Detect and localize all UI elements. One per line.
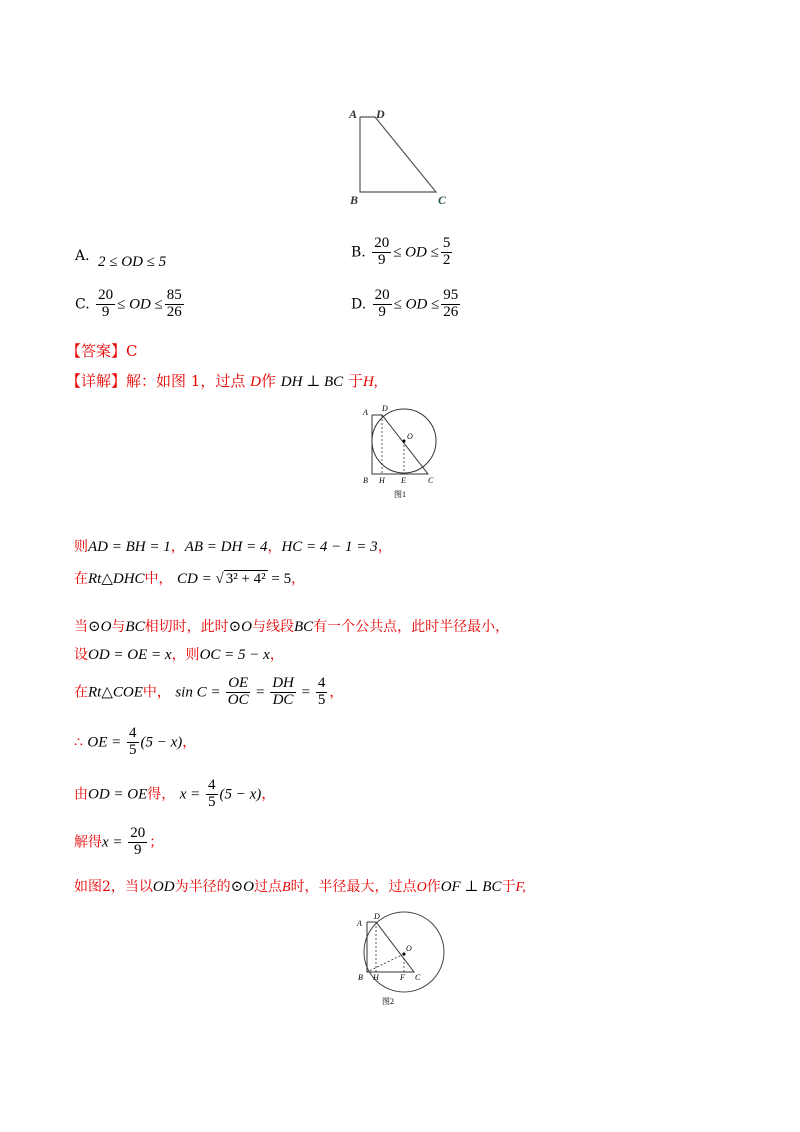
s6-lhs: OE = — [87, 734, 125, 751]
detail-expr: DH ⊥ BC — [280, 374, 344, 390]
step-5 — [74, 676, 343, 709]
option-b-hi-num: 5 — [442, 235, 451, 251]
s7-num: 4 — [208, 777, 216, 793]
fig2-ob-dashed — [367, 954, 404, 972]
option-d-hi-num: 95 — [443, 287, 459, 303]
s5-lhs: sin C = — [175, 684, 225, 701]
s5-f3-num: 4 — [317, 675, 326, 691]
s3-t2: 与 — [111, 619, 126, 635]
option-c-hi-num: 85 — [166, 287, 182, 303]
option-b-lo-num: 20 — [374, 235, 390, 251]
fig1-label-d: D — [382, 404, 388, 413]
step-3 — [74, 616, 509, 636]
fig2-label-o: O — [406, 944, 412, 953]
step-2: 在Rt△DHC中， CD = √ 3² + 4² = 5， — [74, 571, 306, 587]
option-c-lo-den: 9 — [101, 303, 110, 320]
s7-den: 5 — [208, 793, 216, 810]
fig1-label-a: A — [363, 408, 368, 417]
s8-lhs: x = — [102, 834, 127, 851]
s4-e1: OD = OE = x — [88, 647, 172, 663]
s9-c: ⊙O — [230, 879, 254, 895]
s5-end: ， — [329, 684, 344, 701]
s9-t4: 时，半径最大，过点 — [290, 879, 417, 895]
s3-bc1: BC — [125, 619, 145, 635]
s9-o: O — [416, 880, 427, 895]
option-a-letter: A. — [75, 248, 90, 264]
s8-end: ； — [149, 834, 164, 851]
figure-2 — [348, 908, 452, 1012]
fig1-label-b: B — [363, 476, 368, 485]
s6-den: 5 — [129, 741, 137, 758]
trapezoid-abcd — [360, 117, 436, 192]
s4-t1: 设 — [74, 647, 88, 663]
fig2-label-d: D — [374, 912, 380, 921]
option-c-lo-num: 20 — [98, 287, 114, 303]
s9-t2: 为半径的 — [174, 879, 231, 895]
s2-lhs: CD = — [177, 571, 216, 587]
option-b-lo-den: 9 — [377, 251, 386, 268]
step-1 — [74, 536, 392, 556]
option-c-mid: ≤ OD ≤ — [117, 296, 163, 313]
s3-t4: 与线段 — [251, 619, 294, 635]
s4-end: ， — [269, 647, 284, 663]
fig2-label-a: A — [357, 919, 362, 928]
answer-label: 【答案】 — [66, 342, 127, 360]
s9-t3: 过点 — [254, 879, 282, 895]
s2-rhs: = 5 — [267, 571, 292, 587]
fig1-label-o: O — [407, 432, 413, 441]
s3-t1: 当 — [74, 619, 88, 635]
s5-eq2: = — [297, 684, 314, 701]
detail-line — [66, 370, 378, 391]
fig2-label-c: C — [415, 973, 421, 982]
s3-c1: ⊙O — [88, 619, 112, 635]
step-8 — [74, 826, 163, 859]
s5-f1-den: OC — [227, 691, 249, 708]
s5-f2-num: DH — [272, 675, 294, 691]
s6-rhs: (5 − x) — [140, 734, 183, 751]
s6-end: ， — [182, 734, 197, 751]
s1-end: ， — [377, 539, 392, 555]
option-d — [351, 288, 462, 321]
s5-mid: 中， — [142, 684, 171, 701]
s9-expr: OF ⊥ BC — [440, 879, 502, 895]
s5-f2-den: DC — [272, 691, 294, 708]
fig1-trapezoid — [372, 415, 428, 474]
s1-sep2: ， — [267, 539, 282, 555]
fig1-label-e: E — [401, 476, 406, 485]
label-b: B — [350, 193, 359, 207]
detail-intro: 解：如图 1，过点 — [126, 372, 246, 390]
s7-end: ， — [261, 786, 276, 803]
detail-at: 于 — [347, 372, 363, 390]
s5-f3-den: 5 — [317, 691, 326, 708]
s7-mid: 得， — [147, 786, 176, 803]
s3-bc2: BC — [293, 619, 314, 635]
s5-f1-num: OE — [228, 675, 249, 691]
s2-end: ， — [291, 571, 306, 587]
fig2-label-b: B — [358, 973, 363, 982]
detail-h: H, — [363, 374, 378, 390]
s2-radicand: 3² + 4² — [225, 571, 266, 587]
s3-t3: 相切时，此时 — [144, 619, 229, 635]
s7-e1: OD = OE — [88, 786, 148, 803]
s4-e2: OC = 5 − x — [199, 647, 270, 663]
s1-sep1: ， — [170, 539, 185, 555]
detail-label: 【详解】 — [66, 372, 127, 390]
s5-eq1: = — [252, 684, 269, 701]
figure-1 — [355, 400, 455, 500]
s9-t1: 如图2，当以 — [74, 879, 153, 895]
s7-pre: 由 — [74, 786, 88, 803]
s9-b: B — [282, 880, 291, 895]
step-4 — [74, 644, 284, 664]
fig1-center-o — [403, 440, 406, 443]
option-d-letter: D. — [351, 296, 367, 313]
step-6 — [74, 726, 196, 759]
s2-tri: Rt△DHC — [88, 571, 145, 587]
s5-pre: 在 — [74, 684, 88, 701]
fig2-label-f: F — [400, 973, 405, 982]
s6-num: 4 — [129, 725, 137, 741]
option-b-mid: ≤ OD ≤ — [393, 244, 439, 261]
s7-lhs: x = — [179, 786, 205, 803]
option-a — [75, 248, 90, 264]
label-c: C — [438, 193, 447, 207]
s9-t6: 于 — [501, 879, 516, 895]
s9-t5: 作 — [426, 879, 441, 895]
main-figure — [340, 100, 460, 210]
label-a: A — [349, 107, 358, 121]
s6-therefore: ∴ — [74, 734, 83, 751]
option-d-mid: ≤ OD ≤ — [393, 296, 440, 313]
s3-c2: ⊙O — [228, 619, 252, 635]
s8-pre: 解得 — [74, 834, 102, 851]
option-b-hi-den: 2 — [442, 251, 451, 268]
detail-make: 作 — [260, 372, 276, 390]
option-c-letter: C. — [75, 296, 90, 313]
step-9 — [74, 876, 526, 896]
fig2-caption: 图2 — [382, 997, 394, 1006]
s1-e3: HC = 4 − 1 = 3 — [281, 539, 378, 555]
s1-e2: AB = DH = 4 — [184, 539, 268, 555]
s9-od: OD — [152, 879, 175, 895]
s8-den: 9 — [134, 841, 142, 858]
option-b-letter: B. — [351, 244, 366, 261]
detail-d: D — [250, 374, 261, 390]
fig1-label-c: C — [428, 476, 434, 485]
option-c-hi-den: 26 — [166, 303, 182, 320]
option-b — [351, 236, 454, 269]
option-d-hi-den: 26 — [443, 303, 459, 320]
option-d-lo-num: 20 — [374, 287, 390, 303]
s7-rhs: (5 − x) — [219, 786, 262, 803]
s2-pre: 在 — [74, 571, 88, 587]
s8-num: 20 — [130, 825, 146, 841]
option-c — [75, 288, 186, 321]
s1-pre: 则 — [74, 539, 88, 555]
answer-value: C — [126, 342, 138, 360]
s1-e1: AD = BH = 1 — [88, 539, 171, 555]
s5-tri: Rt△COE — [88, 684, 143, 701]
fig1-label-h: H — [379, 476, 385, 485]
option-a-expr: 2 ≤ OD ≤ 5 — [98, 254, 167, 270]
step-7 — [74, 778, 275, 811]
answer-line — [66, 340, 138, 361]
fig2-label-h: H — [373, 973, 379, 982]
label-d: D — [376, 107, 385, 121]
s4-t2: ，则 — [171, 647, 200, 663]
s9-f: F, — [515, 880, 526, 895]
option-d-lo-den: 9 — [378, 303, 386, 320]
s2-mid: 中， — [144, 571, 173, 587]
fig1-caption: 图1 — [394, 490, 406, 499]
s3-t5: 有一个公共点，此时半径最小， — [313, 619, 510, 635]
